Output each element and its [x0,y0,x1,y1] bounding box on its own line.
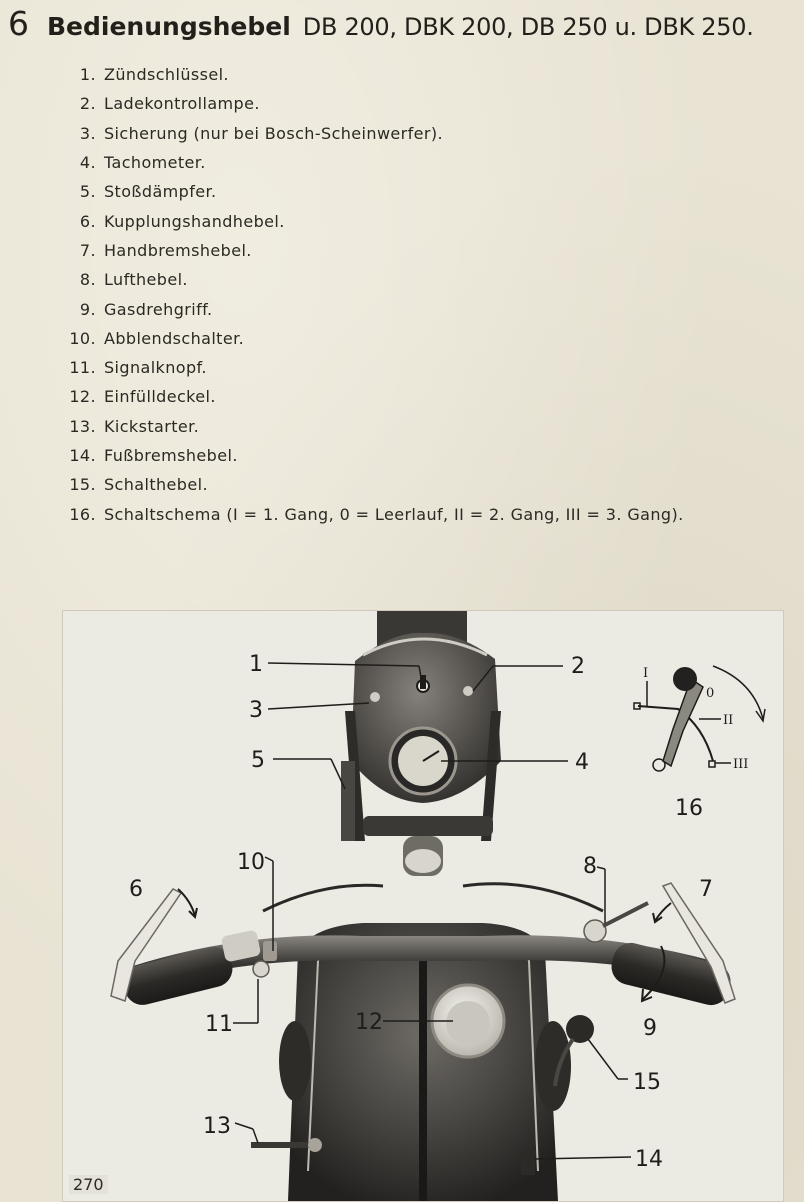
callout-7: 7 [699,877,713,902]
legend-item [54,353,794,382]
callout-2: 2 [571,654,585,679]
legend-text: Schalthebel. [104,475,208,495]
legend-item [54,148,794,177]
legend-text: Lufthebel. [104,270,188,290]
legend-item [54,177,794,206]
handlebar-illustration [62,610,784,1202]
page-number: 270 [69,1175,108,1194]
legend-number: 2. [79,94,96,114]
legend-number: 5. [79,182,96,202]
legend-item [54,294,794,323]
callout-11: 11 [205,1012,233,1037]
callout-3: 3 [249,698,263,723]
legend-item [54,206,794,235]
shock-absorber [341,761,355,841]
callout-5: 5 [251,748,265,773]
callout-6: 6 [129,877,143,902]
legend-number: 12. [69,387,96,407]
legend-text: Sicherung (nur bei Bosch-Scheinwerfer). [104,123,444,143]
legend-item [54,89,794,118]
legend-item [54,236,794,265]
legend-number: 14. [69,446,96,465]
legend-item [54,265,794,294]
air-lever-body [584,920,606,942]
legend-text: Gasdrehgriff. [104,299,213,319]
ignition-key-blade [420,675,426,689]
dip-switch [263,941,277,961]
steering-damper-knob [405,849,441,873]
section-heading [8,4,804,48]
fuse-housing [370,692,380,702]
section-models: DB 200, DBK 200, DB 250 u. DBK 250. [302,13,754,41]
legend-number: 6. [79,211,96,231]
legend-number: 13. [69,416,96,436]
callout-14: 14 [635,1147,663,1172]
shift-label-third: III [733,757,749,772]
legend-number: 7. [79,240,96,260]
callout-13: 13 [203,1114,231,1139]
legend-item [54,499,794,528]
section-number: 6 [8,4,29,43]
legend-number: 11. [69,358,96,378]
callout-9: 9 [643,1016,657,1041]
charge-lamp [463,686,473,696]
legend-number: 3. [79,123,96,143]
parts-legend [54,60,794,529]
legend-text: Tachometer. [104,153,206,173]
callout-8: 8 [583,854,597,879]
foot-brake [521,1151,535,1175]
shift-label-first: I [643,666,649,681]
callout-16: 16 [675,796,703,821]
legend-item [54,412,794,441]
legend-number: 10. [69,328,96,348]
legend-number: 8. [79,270,96,290]
motorcycle-drawing [63,611,783,1201]
legend-number: 4. [79,153,96,173]
legend-text: Einfülldeckel. [104,387,216,407]
shift-lever-knob [566,1015,594,1043]
triple-clamp [363,816,493,836]
callout-15: 15 [633,1070,661,1095]
legend-text: Kupplungshandhebel. [104,211,285,231]
filler-cap-center [446,1001,490,1045]
legend-item [54,119,794,148]
legend-text: Signalknopf. [104,358,207,378]
section-title: Bedienungshebel [47,12,291,41]
callout-10: 10 [237,850,265,875]
kickstarter-pivot [308,1138,322,1152]
legend-number: 9. [79,299,96,319]
legend-text: Fußbremshebel. [104,446,238,465]
knee-pad-left [279,1021,311,1101]
legend-number: 15. [69,475,96,495]
legend-text: Abblendschalter. [104,328,245,348]
callout-12: 12 [355,1010,383,1035]
shift-knob-diagram [673,667,697,691]
legend-text: Ladekontrollampe. [104,94,260,114]
horn-button [253,961,269,977]
legend-text: Kickstarter. [104,416,200,436]
legend-text: Stoßdämpfer. [104,182,217,202]
legend-text: Schaltschema (I = 1. Gang, 0 = Leerlauf, II = 2. Gang, III = 3. Gang). [104,504,684,524]
legend-number: 1. [79,65,96,85]
legend-text: Handbremshebel. [104,240,252,260]
callout-1: 1 [249,652,263,677]
legend-item [54,470,794,499]
shift-label-neutral: 0 [706,686,715,701]
shift-label-second: II [723,713,734,728]
legend-item [54,441,794,470]
legend-text: Zündschlüssel. [104,65,229,85]
legend-item [54,324,794,353]
knee-pad-right [535,1021,571,1111]
legend-item [54,60,794,89]
legend-item [54,382,794,411]
callout-4: 4 [575,750,589,775]
legend-number: 16. [69,504,96,524]
